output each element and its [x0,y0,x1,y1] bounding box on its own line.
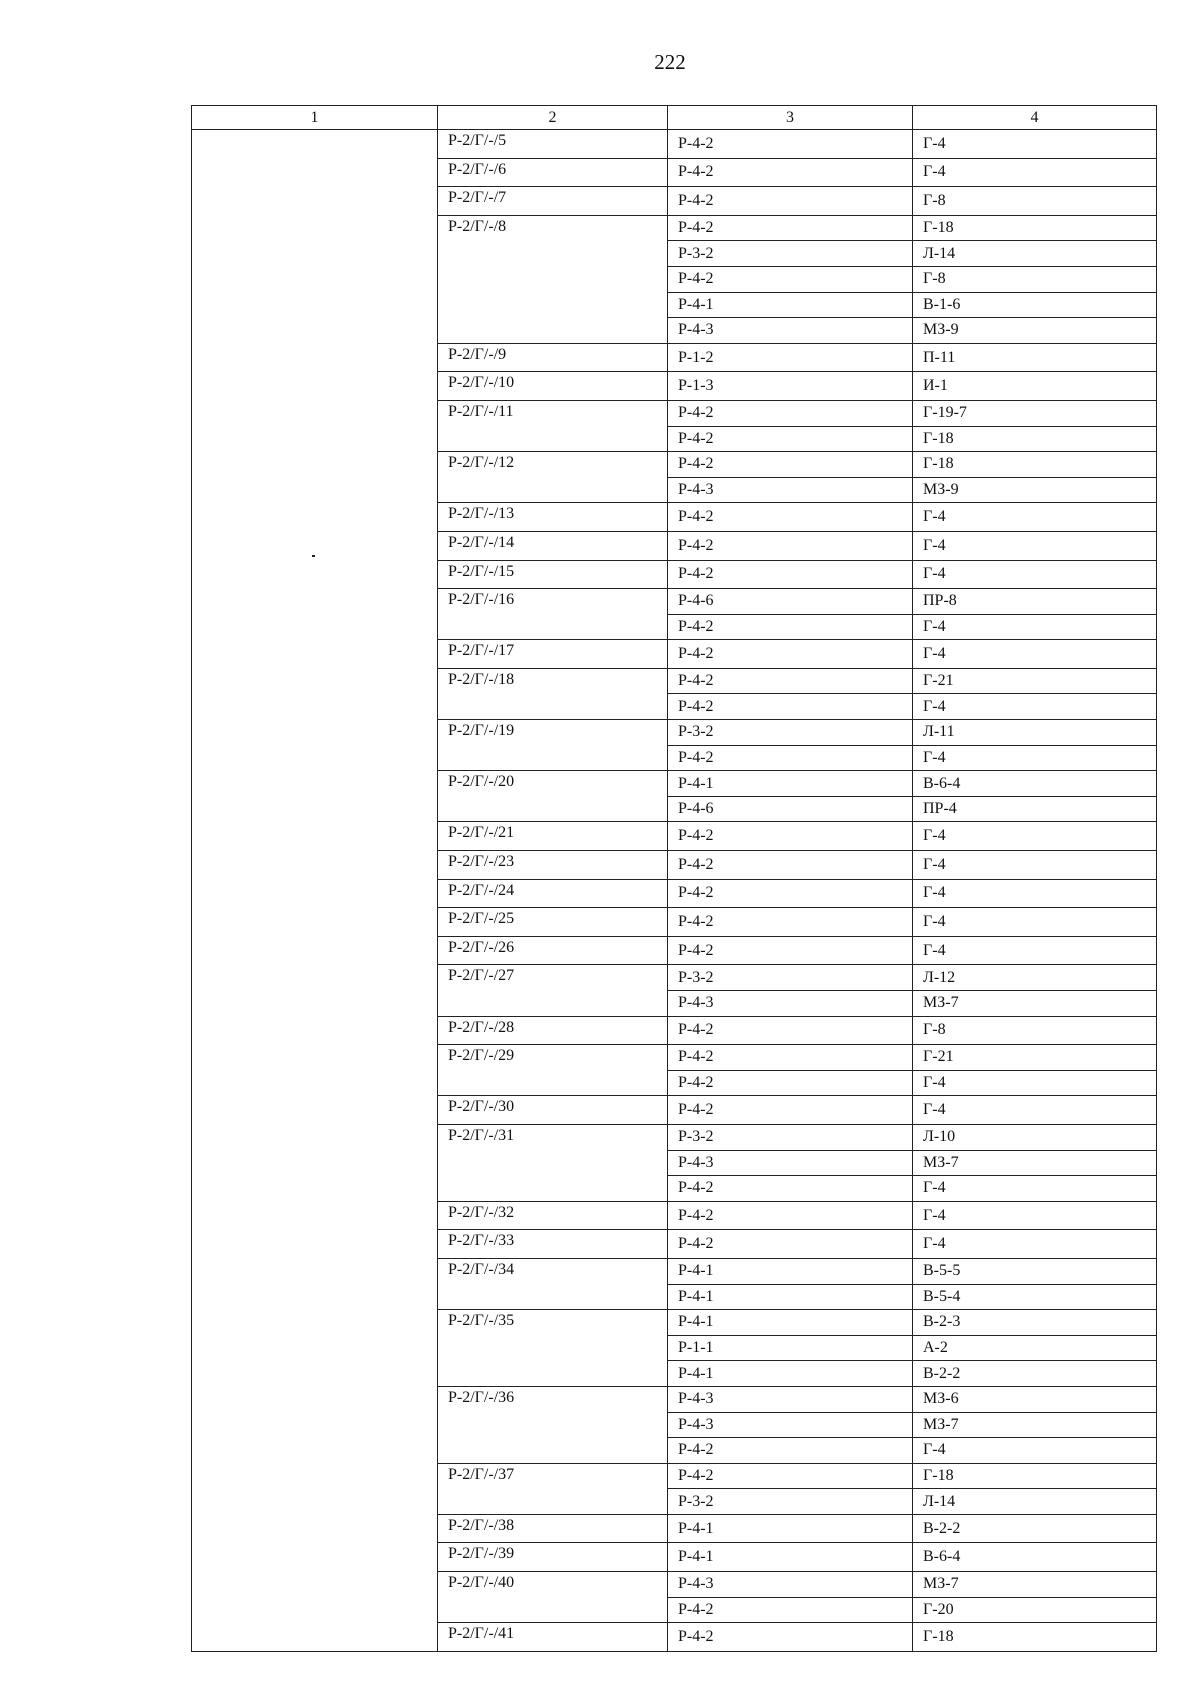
col3-cell: Р-4-2 [668,1201,913,1230]
col3-cell: Р-4-2 [668,668,913,694]
page-number: 222 [654,50,686,74]
col4-cell: Г-4 [913,1176,1157,1202]
code-cell: Р-2/Г/-/28 [438,1016,668,1045]
col3-cell: Р-4-1 [668,1361,913,1387]
col3-cell: Р-4-1 [668,1258,913,1284]
col3-cell: Р-4-2 [668,879,913,908]
col3-cell: Р-1-2 [668,343,913,372]
col4-cell: Г-8 [913,1016,1157,1045]
col3-cell: Р-4-2 [668,158,913,187]
col4-cell: Г-18 [913,426,1157,452]
col3-cell: Р-4-2 [668,822,913,851]
code-cell: Р-2/Г/-/16 [438,589,668,640]
header-col-4: 4 [913,106,1157,130]
col3-cell: Р-4-1 [668,1284,913,1310]
col3-cell: Р-4-2 [668,531,913,560]
col3-cell: Р-3-2 [668,1489,913,1515]
col4-cell: МЗ-9 [913,318,1157,344]
code-cell: Р-2/Г/-/32 [438,1201,668,1230]
col3-cell: Р-4-2 [668,936,913,965]
col4-cell: В-5-4 [913,1284,1157,1310]
col3-cell: Р-4-2 [668,908,913,937]
col3-cell: Р-4-1 [668,1514,913,1543]
code-cell: Р-2/Г/-/29 [438,1045,668,1096]
col4-cell: Г-21 [913,1045,1157,1071]
data-table [191,105,1157,1652]
col3-cell: Р-1-3 [668,372,913,401]
col4-cell: Г-19-7 [913,400,1157,426]
col4-cell: Г-8 [913,187,1157,216]
code-cell: Р-2/Г/-/39 [438,1543,668,1572]
code-cell: Р-2/Г/-/6 [438,158,668,187]
col4-cell: Г-4 [913,694,1157,720]
col4-cell: Л-12 [913,965,1157,991]
code-cell: Р-2/Г/-/14 [438,531,668,560]
code-cell: Р-2/Г/-/37 [438,1463,668,1514]
col3-cell: Р-4-2 [668,266,913,292]
col3-cell: Р-1-1 [668,1335,913,1361]
col3-cell: Р-4-2 [668,1463,913,1489]
col4-cell: Г-18 [913,452,1157,478]
col4-cell: Г-4 [913,1230,1157,1259]
col4-cell: Г-18 [913,1623,1157,1652]
header-row [192,106,1157,130]
col4-cell: Г-4 [913,879,1157,908]
col4-cell: Г-4 [913,1096,1157,1125]
col3-cell: Р-4-2 [668,745,913,771]
col4-cell: МЗ-6 [913,1386,1157,1412]
col3-cell: Р-4-2 [668,851,913,880]
col4-cell: П-11 [913,343,1157,372]
table-row [192,130,1157,159]
col4-cell: В-2-2 [913,1514,1157,1543]
col3-cell: Р-4-2 [668,560,913,589]
code-cell: Р-2/Г/-/9 [438,343,668,372]
col4-cell: В-2-3 [913,1310,1157,1336]
col4-cell: Г-4 [913,503,1157,532]
code-cell: Р-2/Г/-/38 [438,1514,668,1543]
col3-cell: Р-4-2 [668,1438,913,1464]
col3-cell: Р-4-2 [668,1597,913,1623]
header-col-3: 3 [668,106,913,130]
code-cell: Р-2/Г/-/21 [438,822,668,851]
col3-cell: Р-4-2 [668,130,913,159]
col4-cell: Г-4 [913,640,1157,669]
col4-cell: Г-18 [913,1463,1157,1489]
code-cell: Р-2/Г/-/15 [438,560,668,589]
col3-cell: Р-4-2 [668,694,913,720]
code-cell: Р-2/Г/-/23 [438,851,668,880]
col4-cell: Г-4 [913,936,1157,965]
col4-cell: МЗ-9 [913,477,1157,503]
header-col-1: 1 [192,106,438,130]
col3-cell: Р-4-6 [668,796,913,822]
col4-cell: Г-4 [913,822,1157,851]
code-cell: Р-2/Г/-/12 [438,452,668,503]
col4-cell: Г-4 [913,614,1157,640]
col4-cell: Г-4 [913,1201,1157,1230]
col4-cell: В-1-6 [913,292,1157,318]
code-cell: Р-2/Г/-/11 [438,400,668,451]
col3-cell: Р-4-1 [668,771,913,797]
col3-cell: Р-4-2 [668,503,913,532]
col4-cell: Г-4 [913,1438,1157,1464]
col3-cell: Р-4-3 [668,1412,913,1438]
code-cell: Р-2/Г/-/41 [438,1623,668,1652]
col3-cell: Р-4-2 [668,426,913,452]
col4-cell: В-6-4 [913,1543,1157,1572]
table-header [192,106,1157,130]
code-cell: Р-2/Г/-/26 [438,936,668,965]
code-cell: Р-2/Г/-/10 [438,372,668,401]
col4-cell: ПР-8 [913,589,1157,615]
col3-cell: Р-3-2 [668,720,913,746]
code-cell: Р-2/Г/-/7 [438,187,668,216]
col4-cell: МЗ-7 [913,1572,1157,1598]
col3-cell: Р-4-2 [668,1230,913,1259]
col3-cell: Р-4-2 [668,1176,913,1202]
col4-cell: А-2 [913,1335,1157,1361]
col3-cell: Р-4-2 [668,1045,913,1071]
col3-cell: Р-4-3 [668,991,913,1017]
code-cell: Р-2/Г/-/36 [438,1386,668,1463]
col4-cell: Г-4 [913,851,1157,880]
code-cell: Р-2/Г/-/31 [438,1124,668,1201]
col4-cell: Г-4 [913,560,1157,589]
col4-cell: В-6-4 [913,771,1157,797]
code-cell: Р-2/Г/-/13 [438,503,668,532]
col3-cell: Р-4-3 [668,318,913,344]
code-cell: Р-2/Г/-/5 [438,130,668,159]
col4-cell: Г-4 [913,745,1157,771]
col4-cell: МЗ-7 [913,1150,1157,1176]
col4-cell: Г-4 [913,908,1157,937]
col4-cell: Г-21 [913,668,1157,694]
stray-mark [312,555,315,557]
col3-cell: Р-4-3 [668,1572,913,1598]
col4-cell: Г-4 [913,1070,1157,1096]
col3-cell: Р-4-3 [668,1386,913,1412]
col4-cell: Г-4 [913,531,1157,560]
col3-cell: Р-4-1 [668,1543,913,1572]
code-cell: Р-2/Г/-/8 [438,215,668,343]
col4-cell: МЗ-7 [913,1412,1157,1438]
col3-cell: Р-4-2 [668,400,913,426]
code-cell: Р-2/Г/-/34 [438,1258,668,1309]
code-cell: Р-2/Г/-/33 [438,1230,668,1259]
col3-cell: Р-4-2 [668,640,913,669]
col4-cell: И-1 [913,372,1157,401]
code-cell: Р-2/Г/-/19 [438,720,668,771]
col1-cell [192,130,438,1652]
code-cell: Р-2/Г/-/17 [438,640,668,669]
col3-cell: Р-3-2 [668,965,913,991]
col4-cell: В-5-5 [913,1258,1157,1284]
code-cell: Р-2/Г/-/35 [438,1310,668,1387]
code-cell: Р-2/Г/-/30 [438,1096,668,1125]
col3-cell: Р-4-2 [668,1016,913,1045]
code-cell: Р-2/Г/-/20 [438,771,668,822]
col4-cell: Г-20 [913,1597,1157,1623]
col3-cell: Р-4-3 [668,1150,913,1176]
col4-cell: Г-4 [913,158,1157,187]
code-cell: Р-2/Г/-/27 [438,965,668,1016]
code-cell: Р-2/Г/-/40 [438,1572,668,1623]
col3-cell: Р-4-1 [668,1310,913,1336]
col4-cell: Л-14 [913,241,1157,267]
col3-cell: Р-4-6 [668,589,913,615]
col3-cell: Р-4-2 [668,215,913,241]
table-body [192,130,1157,1652]
code-cell: Р-2/Г/-/24 [438,879,668,908]
col4-cell: Л-10 [913,1124,1157,1150]
col4-cell: Л-14 [913,1489,1157,1515]
col3-cell: Р-4-2 [668,1623,913,1652]
col4-cell: ПР-4 [913,796,1157,822]
col3-cell: Р-3-2 [668,241,913,267]
header-col-2: 2 [438,106,668,130]
col4-cell: Л-11 [913,720,1157,746]
col4-cell: Г-18 [913,215,1157,241]
col3-cell: Р-4-1 [668,292,913,318]
col3-cell: Р-4-3 [668,477,913,503]
col3-cell: Р-4-2 [668,614,913,640]
col4-cell: Г-4 [913,130,1157,159]
col3-cell: Р-4-2 [668,1070,913,1096]
col3-cell: Р-4-2 [668,452,913,478]
col4-cell: В-2-2 [913,1361,1157,1387]
col3-cell: Р-4-2 [668,187,913,216]
code-cell: Р-2/Г/-/18 [438,668,668,719]
code-cell: Р-2/Г/-/25 [438,908,668,937]
col4-cell: МЗ-7 [913,991,1157,1017]
col4-cell: Г-8 [913,266,1157,292]
col3-cell: Р-3-2 [668,1124,913,1150]
col3-cell: Р-4-2 [668,1096,913,1125]
